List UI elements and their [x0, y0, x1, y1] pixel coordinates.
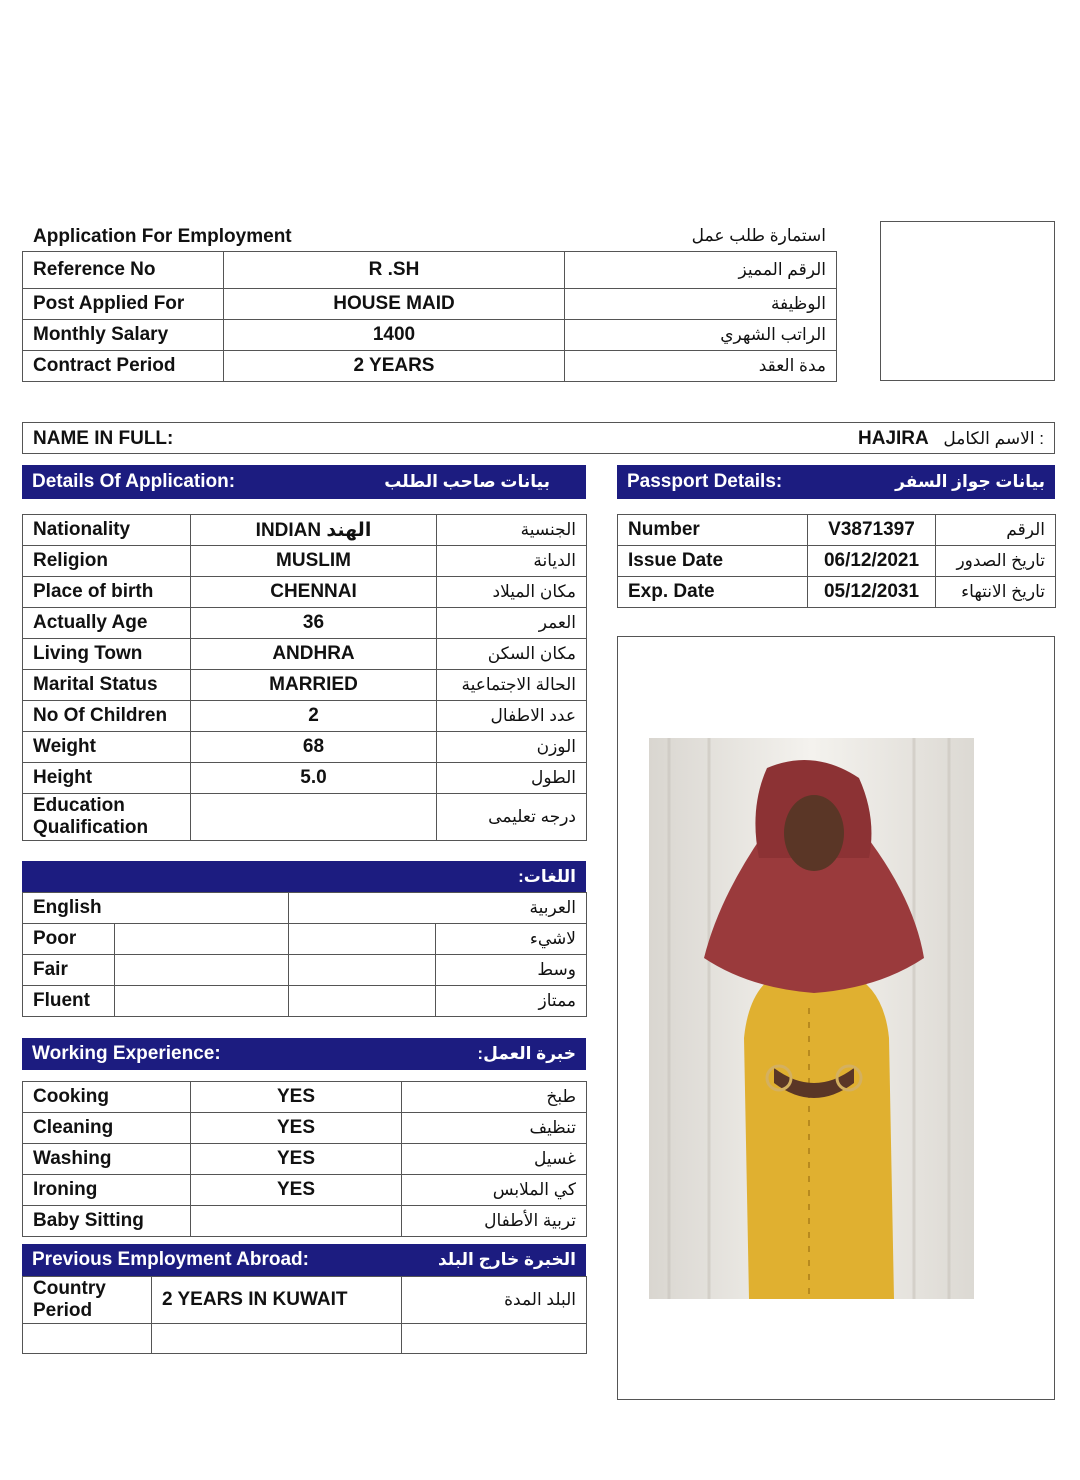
- name-label-ar: : الاسم الكامل: [943, 429, 1044, 448]
- living-town-label-ar: مكان السكن: [437, 639, 587, 670]
- height-label: Height: [23, 763, 191, 794]
- abroad-value: 2 YEARS IN KUWAIT: [152, 1277, 402, 1324]
- post-label: Post Applied For: [23, 289, 224, 320]
- language-poor-cell: [115, 924, 289, 955]
- birthplace-label: Place of birth: [23, 577, 191, 608]
- language-fair-cell-2: [289, 955, 436, 986]
- table-row: [23, 701, 587, 732]
- header-row-salary: [23, 320, 837, 351]
- table-row: [23, 639, 587, 670]
- washing-value: YES: [191, 1144, 402, 1175]
- header-row-post: [23, 289, 837, 320]
- age-label-ar: العمر: [437, 608, 587, 639]
- table-row: [23, 732, 587, 763]
- languages-table: [22, 892, 587, 1017]
- table-row: [23, 924, 587, 955]
- nationality-label-ar: الجنسية: [437, 515, 587, 546]
- washing-label-ar: غسيل: [402, 1144, 587, 1175]
- language-fair-label: Fair: [23, 955, 115, 986]
- contract-value: 2 YEARS: [224, 351, 565, 382]
- ironing-value: YES: [191, 1175, 402, 1206]
- exp-date-label-ar: تاريخ الانتهاء: [936, 577, 1056, 608]
- cooking-label-ar: طبخ: [402, 1082, 587, 1113]
- experience-title: Working Experience:: [32, 1043, 221, 1064]
- ironing-label: Ironing: [23, 1175, 191, 1206]
- table-row: [618, 577, 1056, 608]
- applicant-photo: [649, 738, 974, 1299]
- age-label: Actually Age: [23, 608, 191, 639]
- name-label: NAME IN FULL:: [33, 428, 174, 449]
- abroad-label: [23, 1277, 152, 1324]
- table-row: [23, 794, 587, 841]
- religion-label: Religion: [23, 546, 191, 577]
- language-poor-label: Poor: [23, 924, 115, 955]
- religion-value: MUSLIM: [191, 546, 437, 577]
- form-title: Application For Employment: [33, 226, 292, 247]
- name-value: HAJIRA: [858, 428, 929, 449]
- languages-title-ar: اللغات:: [518, 866, 576, 886]
- table-row: [618, 546, 1056, 577]
- table-row: [23, 1324, 587, 1354]
- salary-value: 1400: [224, 320, 565, 351]
- education-label: [23, 794, 191, 841]
- marital-label-ar: الحالة الاجتماعية: [437, 670, 587, 701]
- passport-number-value: V3871397: [808, 515, 936, 546]
- languages-header-bar: [22, 861, 586, 892]
- name-row: [22, 422, 1055, 454]
- table-row: [23, 955, 587, 986]
- language-fluent-label-ar: ممتاز: [436, 986, 587, 1017]
- table-row: [23, 670, 587, 701]
- weight-value: 68: [191, 732, 437, 763]
- table-row: [23, 893, 587, 924]
- contract-label-ar: مدة العقد: [565, 351, 837, 382]
- table-row: [23, 1206, 587, 1237]
- passport-header-bar: [617, 465, 1055, 499]
- abroad-label-line2: Period: [33, 1300, 93, 1321]
- religion-label-ar: الديانة: [437, 546, 587, 577]
- nationality-label: Nationality: [23, 515, 191, 546]
- baby-sitting-value: [191, 1206, 402, 1237]
- cleaning-value: YES: [191, 1113, 402, 1144]
- passport-table: [617, 514, 1056, 608]
- weight-label-ar: الوزن: [437, 732, 587, 763]
- passport-title-ar: بيانات جواز السفر: [895, 472, 1045, 491]
- issue-date-label-ar: تاريخ الصدور: [936, 546, 1056, 577]
- marital-label: Marital Status: [23, 670, 191, 701]
- passport-title: Passport Details:: [627, 471, 783, 492]
- height-label-ar: الطول: [437, 763, 587, 794]
- details-title-ar: بيانات صاحب الطلب: [384, 472, 550, 491]
- details-table: [22, 514, 587, 841]
- cooking-value: YES: [191, 1082, 402, 1113]
- cleaning-label-ar: تنظيف: [402, 1113, 587, 1144]
- table-row: [23, 986, 587, 1017]
- passport-number-label: Number: [618, 515, 808, 546]
- cooking-label: Cooking: [23, 1082, 191, 1113]
- reference-label-ar: الرقم المميز: [565, 252, 837, 289]
- education-label-line1: Education: [33, 795, 125, 816]
- table-row: [23, 577, 587, 608]
- education-label-line2: Qualification: [33, 817, 149, 838]
- table-row: [618, 515, 1056, 546]
- header-table: [22, 251, 837, 382]
- abroad-title-ar: الخبرة خارج البلد: [437, 1250, 576, 1269]
- birthplace-value: CHENNAI: [191, 577, 437, 608]
- table-row: [23, 608, 587, 639]
- birthplace-label-ar: مكان الميلاد: [437, 577, 587, 608]
- table-row: [23, 763, 587, 794]
- header-row-reference: [23, 252, 837, 289]
- abroad-header-bar: [22, 1244, 586, 1276]
- abroad-table: [22, 1276, 587, 1354]
- abroad-empty-1: [23, 1324, 152, 1354]
- children-label: No Of Children: [23, 701, 191, 732]
- form-title-ar: استمارة طلب عمل: [691, 226, 826, 245]
- issue-date-label: Issue Date: [618, 546, 808, 577]
- language-fair-cell: [115, 955, 289, 986]
- abroad-title: Previous Employment Abroad:: [32, 1249, 309, 1270]
- education-label-ar: درجه تعليمى: [437, 794, 587, 841]
- contract-label: Contract Period: [23, 351, 224, 382]
- post-label-ar: الوظيفة: [565, 289, 837, 320]
- salary-label-ar: الراتب الشهري: [565, 320, 837, 351]
- abroad-label-line1: Country: [33, 1278, 106, 1299]
- ironing-label-ar: كي الملابس: [402, 1175, 587, 1206]
- issue-date-value: 06/12/2021: [808, 546, 936, 577]
- children-label-ar: عدد الاطفال: [437, 701, 587, 732]
- table-row: [23, 1113, 587, 1144]
- living-town-value: ANDHRA: [191, 639, 437, 670]
- experience-header-bar: [22, 1038, 586, 1070]
- nationality-value: INDIAN الهند: [191, 515, 437, 546]
- language-english-label: English: [23, 893, 289, 924]
- height-value: 5.0: [191, 763, 437, 794]
- table-row: [23, 1144, 587, 1175]
- exp-date-value: 05/12/2031: [808, 577, 936, 608]
- language-fair-label-ar: وسط: [436, 955, 587, 986]
- baby-sitting-label-ar: تربية الأطفال: [402, 1206, 587, 1237]
- education-value: [191, 794, 437, 841]
- passport-number-label-ar: الرقم: [936, 515, 1056, 546]
- table-row: [23, 1175, 587, 1206]
- table-row: [23, 546, 587, 577]
- language-poor-label-ar: لاشيء: [436, 924, 587, 955]
- children-value: 2: [191, 701, 437, 732]
- details-header-bar: [22, 465, 586, 499]
- table-row: [23, 1082, 587, 1113]
- details-title: Details Of Application:: [32, 471, 236, 492]
- age-value: 36: [191, 608, 437, 639]
- language-english-label-ar: العربية: [289, 893, 587, 924]
- baby-sitting-label: Baby Sitting: [23, 1206, 191, 1237]
- abroad-empty-2: [152, 1324, 402, 1354]
- salary-label: Monthly Salary: [23, 320, 224, 351]
- experience-table: [22, 1081, 587, 1237]
- abroad-empty-3: [402, 1324, 587, 1354]
- marital-value: MARRIED: [191, 670, 437, 701]
- table-row: [23, 515, 587, 546]
- language-fluent-cell: [115, 986, 289, 1017]
- post-value: HOUSE MAID: [224, 289, 565, 320]
- abroad-label-ar: البلد المدة: [402, 1277, 587, 1324]
- language-fluent-label: Fluent: [23, 986, 115, 1017]
- washing-label: Washing: [23, 1144, 191, 1175]
- living-town-label: Living Town: [23, 639, 191, 670]
- reference-value: R .SH: [224, 252, 565, 289]
- table-row: [23, 1277, 587, 1324]
- experience-title-ar: خبرة العمل:: [477, 1044, 576, 1063]
- cleaning-label: Cleaning: [23, 1113, 191, 1144]
- language-fluent-cell-2: [289, 986, 436, 1017]
- weight-label: Weight: [23, 732, 191, 763]
- reference-label: Reference No: [23, 252, 224, 289]
- language-poor-cell-2: [289, 924, 436, 955]
- header-row-contract: [23, 351, 837, 382]
- exp-date-label: Exp. Date: [618, 577, 808, 608]
- photo-box-small: [880, 221, 1055, 381]
